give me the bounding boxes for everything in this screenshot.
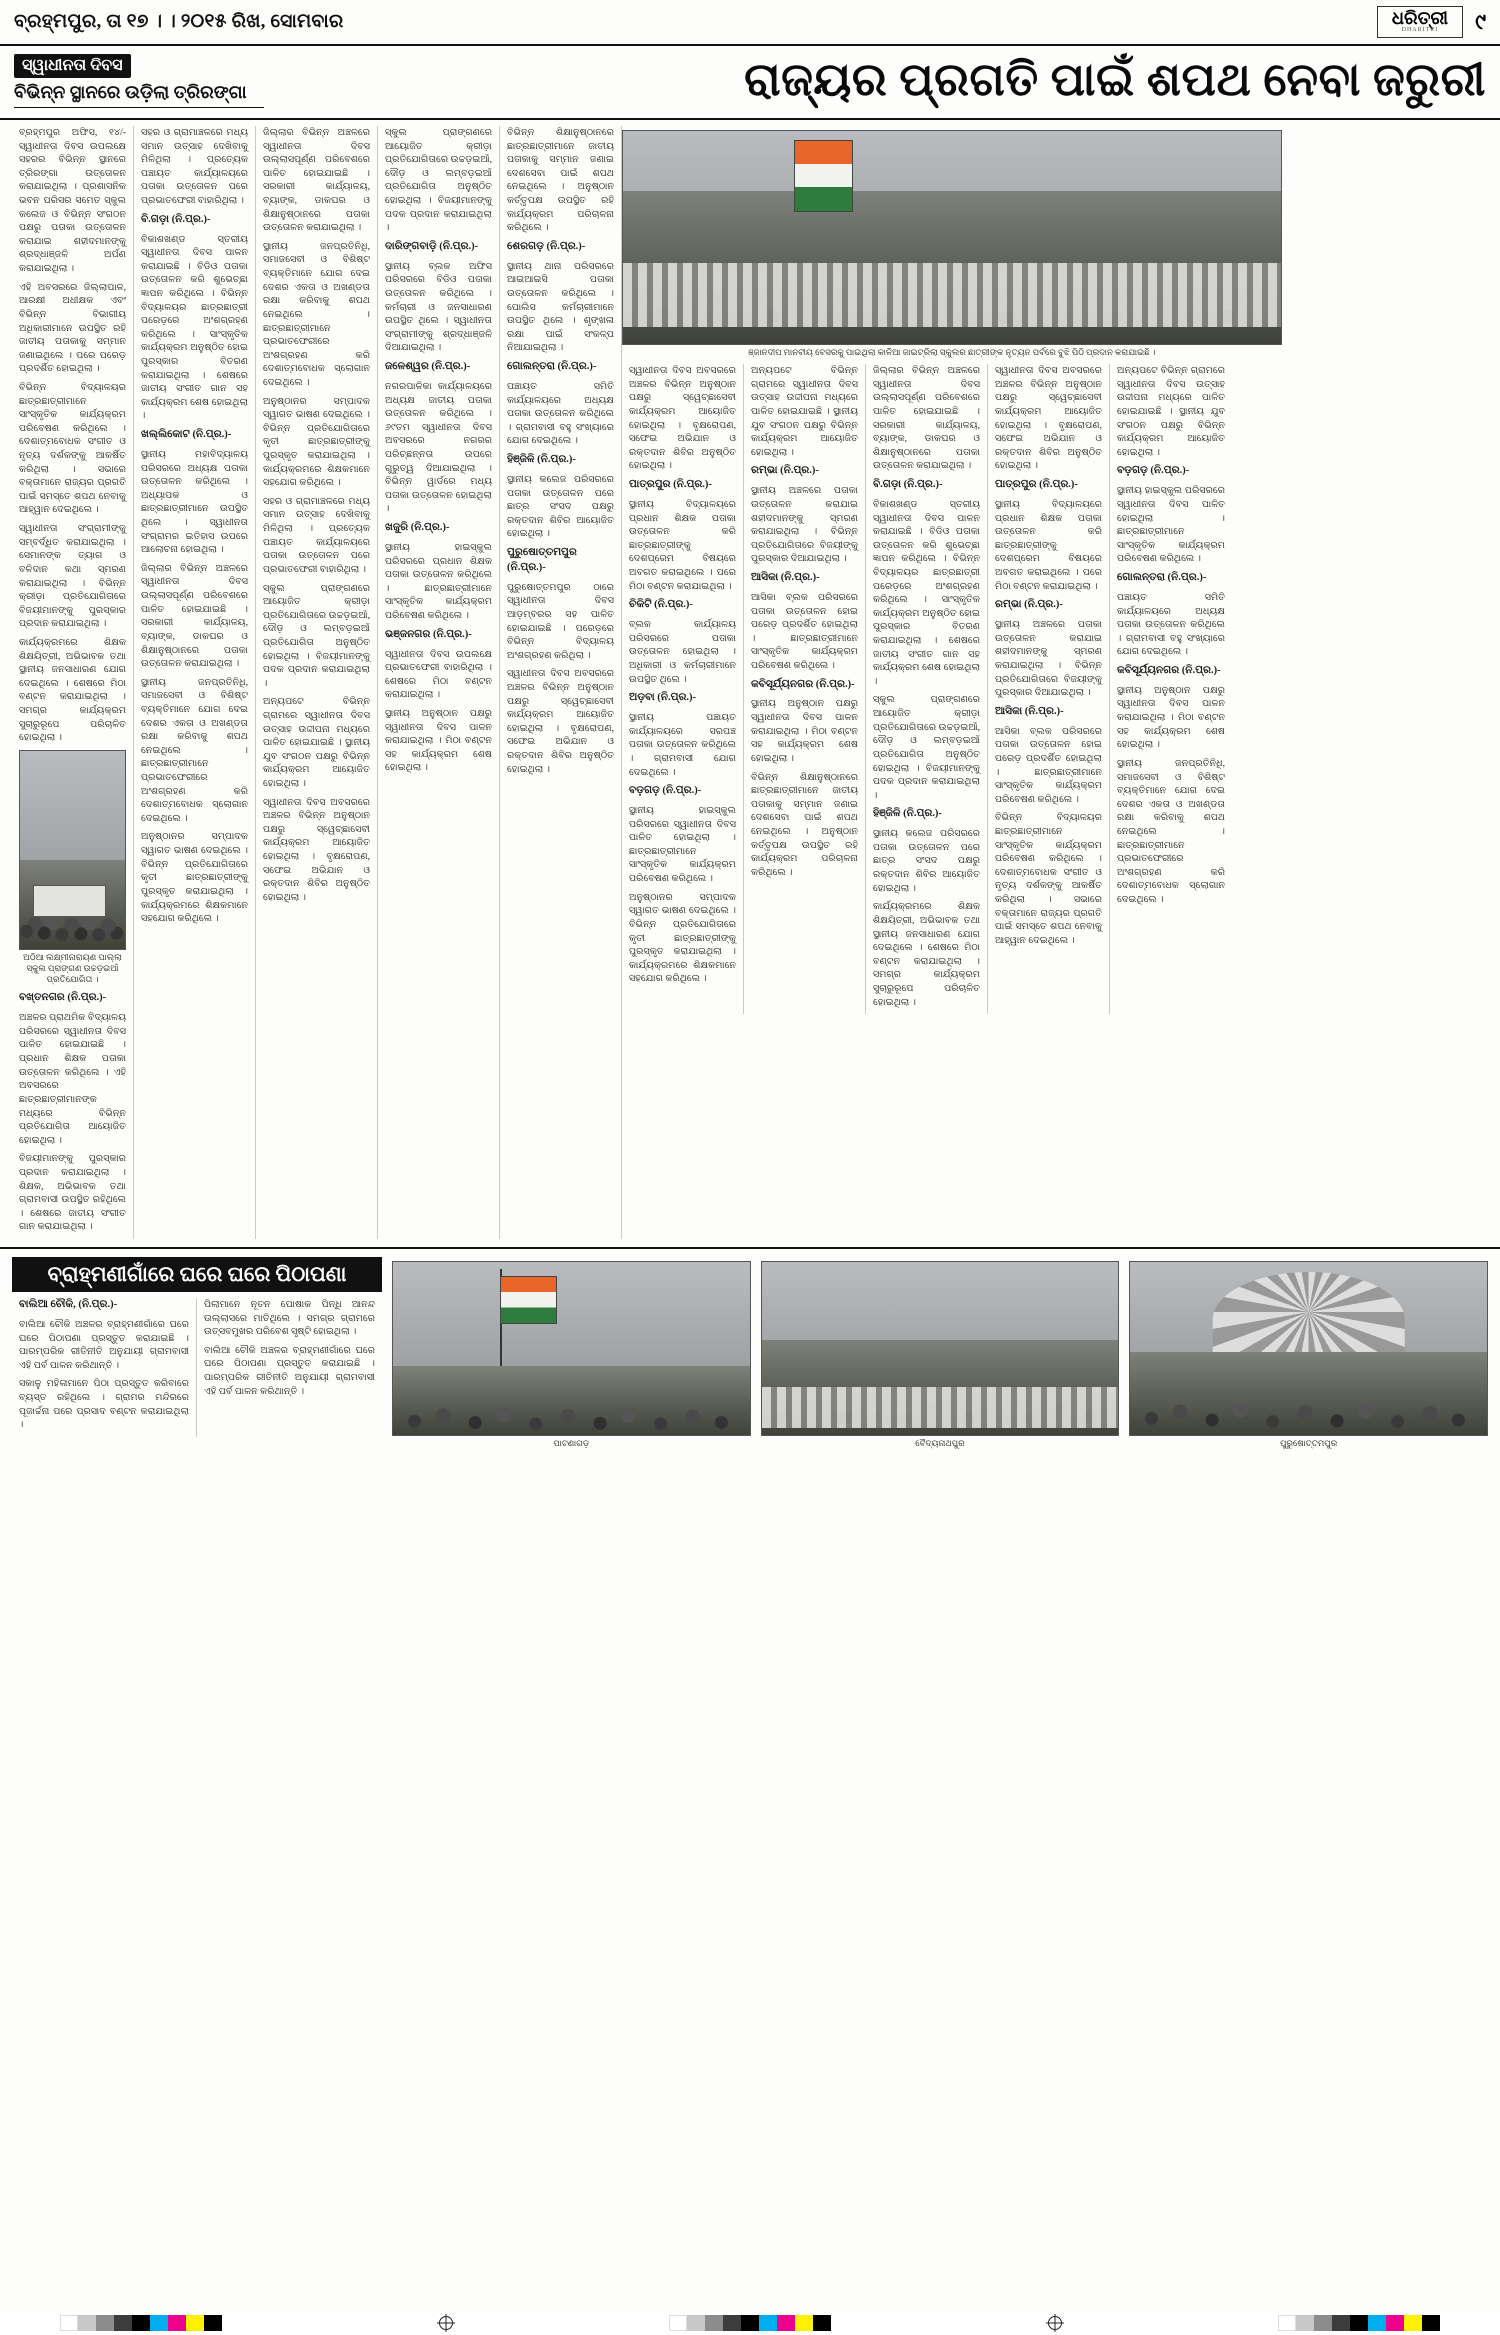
bottom-photo-row [392, 1257, 1488, 1455]
paragraph: ବିଭିନ୍ନ ବିଦ୍ୟାଳୟର ଛାତ୍ରଛାତ୍ରୀମାନେ ସାଂସ୍କୃତିକ କାର୍ଯ୍ୟକ୍ରମ ପରିବେଷଣ କରିଥିଲେ । ଦେଶାତ୍ମବୋଧକ ସଂଗୀତ ଓ ନୃତ୍ୟ ଦର୍ଶକଙ୍କୁ ଆକର୍ଷିତ କରିଥିଲା । ସଭାରେ ବକ୍ତାମାନେ ରାଜ୍ୟର ପ୍ରଗତି ପାଇଁ ସମସ୍ତେ ଶପଥ ନେବାକୁ ଆହ୍ୱାନ ଦେଇଥିଲେ । [995, 812, 1102, 946]
color-swatch [60, 2315, 78, 2331]
paragraph: ବାଲିଆ ଚୌକି ଅଞ୍ଚଳର ବ୍ରାହ୍ମଣୀଗାଁରେ ଘରେ ଘରେ ପିଠାପଣା ପ୍ରସ୍ତୁତ କରାଯାଇଛି । ପାରମ୍ପରିକ ରୀତିନୀତି ଅନୁଯାୟୀ ଗ୍ରାମବାସୀ ଏହି ପର୍ବ ପାଳନ କରିଥାନ୍ତି । [204, 1344, 375, 1397]
paragraph: ସ୍ଥାନୀୟ ଅନୁଷ୍ଠାନ ପକ୍ଷରୁ ସ୍ୱାଧୀନତା ଦିବସ ପାଳନ କରାଯାଇଥିଲା । ମିଠା ବଣ୍ଟନ ସହ କାର୍ଯ୍ୟକ୍ରମ ଶେଷ ହୋଇଥିଲା । [751, 698, 858, 764]
bottom-photo-2-wrap [761, 1257, 1120, 1455]
paragraph: ସ୍ୱାଧୀନତା ସଂଗ୍ରାମୀଙ୍କୁ ସମ୍ବର୍ଦ୍ଧିତ କରାଯାଇଥିଲା । ସେମାନଙ୍କ ତ୍ୟାଗ ଓ ବଳିଦାନ କଥା ସ୍ମରଣ କରାଯାଇଥିଲା । ବିଭିନ୍ନ କ୍ରୀଡ଼ା ପ୍ରତିଯୋଗିତାରେ ବିଜୟୀମାନଙ୍କୁ ପୁରସ୍କାର ପ୍ରଦାନ କରାଯାଇଥିଲା । [19, 523, 126, 630]
color-swatch [759, 2315, 777, 2331]
feature-article [12, 1257, 382, 1455]
paragraph: ଅନ୍ୟପଟେ ବିଭିନ୍ନ ଗ୍ରାମରେ ସ୍ୱାଧୀନତା ଦିବସ ଉତ୍ସାହ ଉଦ୍ଦୀପନା ମଧ୍ୟରେ ପାଳିତ ହୋଇଯାଇଛି । ସ୍ଥାନୀୟ ଯୁବ ସଂଗଠନ ପକ୍ଷରୁ ବିଭିନ୍ନ କାର୍ଯ୍ୟକ୍ରମ ଆୟୋଜିତ ହୋଇଥିଲା । [263, 696, 370, 790]
feature-columns [12, 1298, 382, 1437]
paragraph: ବିଭିନ୍ନ ଶିକ୍ଷାନୁଷ୍ଠାନରେ ଛାତ୍ରଛାତ୍ରୀମାନେ ଜାତୀୟ ପତାକାକୁ ସମ୍ମାନ ଜଣାଇ ଦେଶସେବା ପାଇଁ ଶପଥ ନେଇଥିଲେ । ଅନୁଷ୍ଠାନ କର୍ତ୍ତୃପକ୍ଷ ଉପସ୍ଥିତ ରହି କାର୍ଯ୍ୟକ୍ରମ ପରିଚାଳନା କରିଥିଲେ । [507, 127, 614, 234]
paragraph: ସ୍ଥାନୀୟ କଲେଜ ପରିସରରେ ପତାକା ଉତ୍ତୋଳନ ପରେ ଛାତ୍ର ସଂସଦ ପକ୍ଷରୁ ରକ୍ତଦାନ ଶିବିର ଆୟୋଜିତ ହୋଇଥିଲା । [507, 473, 614, 540]
paragraph [1117, 464, 1225, 479]
paragraph: ସ୍ଥାନୀୟ ବିଦ୍ୟାଳୟରେ ପ୍ରଧାନ ଶିକ୍ଷକ ପତାକା ଉତ୍ତୋଳନ କରି ଛାତ୍ରଛାତ୍ରୀଙ୍କୁ ଦେଶପ୍ରେମ ବିଷୟରେ ଅବଗତ କରାଇଥିଲେ । ପରେ ମିଠା ବଣ୍ଟନ କରାଯାଇଥିଲା । [995, 498, 1102, 592]
kicker-box [14, 52, 264, 108]
photo-caption: ପୁରୁଷୋତ୍ତମପୁର [1280, 1437, 1338, 1448]
main-headline: ରାଜ୍ୟର ପ୍ରଗତି ପାଇଁ ଶପଥ ନେବା ଜରୁରୀ [744, 53, 1486, 105]
paragraph [629, 691, 736, 706]
paragraph: ଜିଲ୍ଲାର ବିଭିନ୍ନ ଅଞ୍ଚଳରେ ସ୍ୱାଧୀନତା ଦିବସ ଉଲ୍ଲାସପୂର୍ଣ୍ଣ ପରିବେଶରେ ପାଳିତ ହୋଇଯାଇଛି । ସରକାରୀ କାର୍ଯ୍ୟାଳୟ, ବ୍ୟାଙ୍କ, ଡାକଘର ଓ ଶିକ୍ଷାନୁଷ୍ଠାନରେ ପତାକା ଉତ୍ତୋଳନ କରାଯାଇଥିଲା । [263, 127, 370, 234]
paragraph: ସ୍ଥାନୀୟ ଅଞ୍ଚଳରେ ପତାକା ଉତ୍ତୋଳନ କରାଯାଇ ଶହୀଦମାନଙ୍କୁ ସ୍ମରଣ କରାଯାଇଥିଲା । ବିଭିନ୍ନ ପ୍ରତିଯୋଗିତାରେ ବିଜୟୀଙ୍କୁ ପୁରସ୍କାର ଦିଆଯାଇଥିଲା । [751, 485, 858, 565]
paragraph: ଜିଲ୍ଲାର ବିଭିନ୍ନ ଅଞ୍ଚଳରେ ସ୍ୱାଧୀନତା ଦିବସ ଉଲ୍ଲାସପୂର୍ଣ୍ଣ ପରିବେଶରେ ପାଳିତ ହୋଇଯାଇଛି । ସରକାରୀ କାର୍ଯ୍ୟାଳୟ, ବ୍ୟାଙ୍କ, ଡାକଘର ଓ ଶିକ୍ଷାନୁଷ୍ଠାନରେ ପତାକା ଉତ୍ତୋଳନ କରାଯାଇଥିଲା । [141, 562, 248, 670]
paragraph: ସ୍ଥାନୀୟ ବ୍ଲକ ଅଫିସ ପରିସରରେ ବିଡିଓ ପତାକା ଉତ୍ତୋଳନ କରିଥିଲେ । କର୍ମଚାରୀ ଓ ଜନସାଧାରଣ ଉପସ୍ଥିତ ଥିଲେ । ସ୍ୱାଧୀନତା ସଂଗ୍ରାମୀଙ୍କୁ ଶ୍ରଦ୍ଧାଞ୍ଜଳି ଦିଆଯାଇଥିଲା । [385, 260, 492, 354]
color-swatch [96, 2315, 114, 2331]
paragraph: ଏହି ଅବସରରେ ଜିଲ୍ଲାପାଳ, ଆରକ୍ଷୀ ଅଧୀକ୍ଷକ ଏବଂ ବିଭିନ୍ନ ବିଭାଗୀୟ ଅଧିକାରୀମାନେ ଉପସ୍ଥିତ ରହି ଜାତୀୟ ପତାକାକୁ ସମ୍ମାନ ଜଣାଇଥିଲେ । ପରେ ପରେଡ଼ ପ୍ରଦର୍ଶିତ ହୋଇଥିଲା । [19, 281, 126, 375]
paragraph: ପିଲାମାନେ ନୂତନ ପୋଷାକ ପିନ୍ଧି ଆନନ୍ଦ ଉଲ୍ଲାସରେ ମାତିଥିଲେ । ସମଗ୍ର ଗ୍ରାମରେ ଉତ୍ସବମୁଖର ପରିବେଶ ସୃଷ୍ଟି ହୋଇଥିଲା । [204, 1298, 375, 1338]
photo-caption: ପାଟଣାଗଡ଼ [553, 1437, 590, 1448]
paragraph: ପୁରୁଷୋତ୍ତମପୁର ଠାରେ ସ୍ୱାଧୀନତା ଦିବସ ଆଡ଼ମ୍ବରର ସହ ପାଳିତ ହୋଇଯାଇଛି । ପରେଡ଼ରେ ବିଭିନ୍ନ ବିଦ୍ୟାଳୟ ଅଂଶଗ୍ରହଣ କରିଥିଲା । [507, 581, 614, 661]
color-swatch [1332, 2315, 1350, 2331]
article-column-10 [1110, 364, 1232, 1014]
dateline: ପାତ୍ରପୁର (ନି.ପ୍ର.)- [995, 479, 1078, 491]
feature-column-2 [197, 1298, 382, 1437]
kicker-subhead: ବିଭିନ୍ନ ସ୍ଥାନରେ ଉଡ଼ିଲା ତ୍ରିରଙ୍ଗା [14, 82, 264, 108]
feature-column-1 [12, 1298, 197, 1437]
high-jump-photo [19, 750, 126, 950]
masthead-right [1377, 6, 1486, 38]
dateline: ବି.ଗଡ଼ା (ନି.ପ୍ର.)- [141, 213, 211, 225]
publication-date: ବ୍ରହ୍ମପୁର, ତା ୧୭ । । ୨୦୧୫ ରିଖ, ସୋମବାର [14, 11, 344, 32]
swatch-group-right [1278, 2315, 1440, 2331]
dateline: ଜଳେଶ୍ୱର (ନି.ପ୍ର.)- [385, 361, 471, 373]
dateline: କବିସୂର୍ଯ୍ୟନଗର (ନି.ପ୍ର.)- [1117, 664, 1221, 676]
paragraph: ସ୍ଥାନୀୟ ମହାବିଦ୍ୟାଳୟ ପରିସରରେ ଅଧ୍ୟକ୍ଷ ପତାକା ଉତ୍ତୋଳନ କରିଥିଲେ । ଅଧ୍ୟାପକ ଓ ଛାତ୍ରଛାତ୍ରୀମାନେ ଉପସ୍ଥିତ ଥିଲେ । ସ୍ୱାଧୀନତା ସଂଗ୍ରାମର ଇତିହାସ ଉପରେ ଆଲୋଚନା ହୋଇଥିଲା । [141, 449, 248, 556]
paragraph: ସ୍ଥାନୀୟ ପଞ୍ଚାୟତ କାର୍ଯ୍ୟାଳୟରେ ସରପଞ୍ଚ ପତାକା ଉତ୍ତୋଳନ କରିଥିଲେ । ଗ୍ରାମବାସୀ ଯୋଗ ଦେଇଥିଲେ । [629, 712, 736, 778]
article-column-7 [744, 364, 866, 1014]
paragraph: ନଗରପାଳିକା କାର୍ଯ୍ୟାଳୟରେ ଅଧ୍ୟକ୍ଷ ଜାତୀୟ ପତାକା ଉତ୍ତୋଳନ କରିଥିଲେ । ୬୯ତମ ସ୍ୱାଧୀନତା ଦିବସ ଅବସରରେ ନଗରର ପରିଚ୍ଛନ୍ନତା ଉପରେ ଗୁରୁତ୍ୱ ଦିଆଯାଇଥିଲା । ବିଭିନ୍ନ ୱାର୍ଡରେ ମଧ୍ୟ ପତାକା ଉତ୍ତୋଳନ ହୋଇଥିଲା । [385, 380, 492, 515]
paragraph: ସ୍ୱାଧୀନତା ଦିବସ ଅବସରରେ ଅଞ୍ଚଳର ବିଭିନ୍ନ ଅନୁଷ୍ଠାନ ପକ୍ଷରୁ ସ୍ୱେଚ୍ଛାସେବୀ କାର୍ଯ୍ୟକ୍ରମ ଆୟୋଜିତ ହୋଇଥିଲା । ବୃକ୍ଷରୋପଣ, ସଫେଇ ଅଭିଯାନ ଓ ରକ୍ତଦାନ ଶିବିର ଅନୁଷ୍ଠିତ ହୋଇଥିଲା । [629, 365, 736, 472]
paragraph: ସ୍ଥାନୀୟ ଜନପ୍ରତିନିଧି, ସମାଜସେବୀ ଓ ବିଶିଷ୍ଟ ବ୍ୟକ୍ତିମାନେ ଯୋଗ ଦେଇ ଦେଶର ଏକତା ଓ ଅଖଣ୍ଡତା ରକ୍ଷା କରିବାକୁ ଶପଥ ନେଇଥିଲେ । ଛାତ୍ରଛାତ୍ରୀମାନେ ପ୍ରଭାତଫେରୀରେ ଅଂଶଗ୍ରହଣ କରି ଦେଶାତ୍ମବୋଧକ ସ୍ଲୋଗାନ ଦେଇଥିଲେ । [1117, 757, 1225, 905]
dateline: ଗୋଲନ୍ତରା (ନି.ପ୍ର.)- [507, 361, 597, 373]
dateline: ରମ୍ଭା (ନି.ପ୍ର.)- [751, 465, 819, 477]
article-column-6 [622, 364, 744, 1014]
registration-mark-right [1048, 2316, 1062, 2330]
color-swatch [1278, 2315, 1296, 2331]
color-swatch [777, 2315, 795, 2331]
paragraph: ଅନ୍ୟପଟେ ବିଭିନ୍ନ ଗ୍ରାମରେ ସ୍ୱାଧୀନତା ଦିବସ ଉତ୍ସାହ ଉଦ୍ଦୀପନା ମଧ୍ୟରେ ପାଳିତ ହୋଇଯାଇଛି । ସ୍ଥାନୀୟ ଯୁବ ସଂଗଠନ ପକ୍ଷରୁ ବିଭିନ୍ନ କାର୍ଯ୍ୟକ୍ରମ ଆୟୋଜିତ ହୋଇଥିଲା । [751, 365, 858, 458]
paragraph: ବିକାଶଖଣ୍ଡ ସ୍ତରୀୟ ସ୍ୱାଧୀନତା ଦିବସ ପାଳନ କରାଯାଇଛି । ବିଡିଓ ପତାକା ଉତ୍ତୋଳନ କରି ଶୁଭେଚ୍ଛା ଜ୍ଞାପନ କରିଥିଲେ । ବିଭିନ୍ନ ବିଦ୍ୟାଳୟର ଛାତ୍ରଛାତ୍ରୀ ପରେଡ଼ରେ ଅଂଶଗ୍ରହଣ କରିଥିଲେ । ସାଂସ୍କୃତିକ କାର୍ଯ୍ୟକ୍ରମ ଅନୁଷ୍ଠିତ ହୋଇ ପୁରସ୍କାର ବିତରଣ କରାଯାଇଥିଲା । ଶେଷରେ ଜାତୀୟ ସଂଗୀତ ଗାନ ସହ କାର୍ଯ୍ୟକ୍ରମ ଶେଷ ହୋଇଥିଲା । [873, 498, 980, 687]
paragraph [995, 705, 1102, 720]
paragraph: ସ୍ଥାନୀୟ ଅନୁଷ୍ଠାନ ପକ୍ଷରୁ ସ୍ୱାଧୀନତା ଦିବସ ପାଳନ କରାଯାଇଥିଲା । ମିଠା ବଣ୍ଟନ ସହ କାର୍ଯ୍ୟକ୍ରମ ଶେଷ ହୋଇଥିଲା । [385, 707, 492, 774]
paragraph [751, 464, 858, 479]
paragraph: ବ୍ଲକ କାର୍ଯ୍ୟାଳୟ ପରିସରରେ ପତାକା ଉତ୍ତୋଳନ ହୋଇଥିଲା । ଅଧିକାରୀ ଓ କର୍ମଚାରୀମାନେ ଉପସ୍ଥିତ ଥିଲେ । [629, 619, 736, 685]
paragraph [1117, 571, 1225, 586]
registration-mark-left [439, 2316, 453, 2330]
dateline: ଆସିକା (ନି.ପ୍ର.)- [751, 572, 820, 583]
paragraph [141, 428, 248, 443]
paragraph: ପଞ୍ଚାୟତ ସମିତି କାର୍ଯ୍ୟାଳୟରେ ଅଧ୍ୟକ୍ଷ ପତାକା ଉତ୍ତୋଳନ କରିଥିଲେ । ଗ୍ରାମବାସୀ ବହୁ ସଂଖ୍ୟାରେ ଯୋଗ ଦେଇଥିଲେ । [507, 380, 614, 447]
paragraph [385, 628, 492, 643]
article-column-5 [500, 126, 622, 1239]
paragraph: ସ୍ଥାନୀୟ କଲେଜ ପରିସରରେ ପତାକା ଉତ୍ତୋଳନ ପରେ ଛାତ୍ର ସଂସଦ ପକ୍ଷରୁ ରକ୍ତଦାନ ଶିବିର ଆୟୋଜିତ ହୋଇଥିଲା । [873, 828, 980, 894]
logo-title: ଧରିତ୍ରୀ [1391, 8, 1449, 28]
color-swatch [78, 2315, 96, 2331]
swatch-group-left [60, 2315, 222, 2331]
dateline: ଖଲ୍ଲିକୋଟ (ନି.ପ୍ର.)- [141, 429, 232, 441]
paragraph: ସ୍କୁଲ ପ୍ରାଙ୍ଗଣରେ ଆୟୋଜିତ କ୍ରୀଡ଼ା ପ୍ରତିଯୋଗିତାରେ ଉଚ୍ଚଡ଼ଇଆଁ, ଦୌଡ଼ ଓ ଲମ୍ବଡ଼ଇଆଁ ପ୍ରତିଯୋଗିତା ଅନୁଷ୍ଠିତ ହୋଇଥିଲା । ବିଜୟୀମାନଙ୍କୁ ପଦକ ପ୍ରଦାନ କରାଯାଇଥିଲା । [385, 127, 492, 234]
paragraph: ସକାଳୁ ମହିଳାମାନେ ପିଠା ପ୍ରସ୍ତୁତ କରିବାରେ ବ୍ୟସ୍ତ ରହିଥିଲେ । ଗ୍ରାମର ମନ୍ଦିରରେ ପୂଜାର୍ଚ୍ଚନା ପରେ ପ୍ରସାଦ ବଣ୍ଟନ କରାଯାଇଥିଲା । [19, 1378, 189, 1431]
article-grid [0, 120, 1500, 1239]
paragraph: ଅନୁଷ୍ଠାନର ସମ୍ପାଦକ ସ୍ୱାଗତ ଭାଷଣ ଦେଇଥିଲେ । ବିଭିନ୍ନ ପ୍ରତିଯୋଗିତାରେ କୃତୀ ଛାତ୍ରଛାତ୍ରୀଙ୍କୁ ପୁରସ୍କୃତ କରାଯାଇଥିଲା । କାର୍ଯ୍ୟକ୍ରମରେ ଶିକ୍ଷକମାନେ ସହଯୋଗ କରିଥିଲେ । [263, 395, 370, 489]
paragraph: ସ୍ଥାନୀୟ ଅଞ୍ଚଳରେ ପତାକା ଉତ୍ତୋଳନ କରାଯାଇ ଶହୀଦମାନଙ୍କୁ ସ୍ମରଣ କରାଯାଇଥିଲା । ବିଭିନ୍ନ ପ୍ରତିଯୋଗିତାରେ ବିଜୟୀଙ୍କୁ ପୁରସ୍କାର ଦିଆଯାଇଥିଲା । [995, 619, 1102, 699]
logo-subtitle: DHARITRI [1401, 27, 1439, 33]
photo-caption: ଅଠିଆ ଲକ୍ଷ୍ମୀନାରାୟଣ ପାଲ୍ଲା ସ୍କୁଲ ପ୍ରାଙ୍ଗଣ ଉଚ୍ଚଡ଼ଇଆଁ ପ୍ରତିଯୋଗିତା । [23, 951, 122, 985]
dateline: ଆସିକା (ନି.ପ୍ର.)- [995, 705, 1064, 717]
paragraph: ସ୍ୱାଧୀନତା ଦିବସ ଅବସରରେ ଅଞ୍ଚଳର ବିଭିନ୍ନ ଅନୁଷ୍ଠାନ ପକ୍ଷରୁ ସ୍ୱେଚ୍ଛାସେବୀ କାର୍ଯ୍ୟକ୍ରମ ଆୟୋଜିତ ହୋଇଥିଲା । ବୃକ୍ଷରୋପଣ, ସଫେଇ ଅଭିଯାନ ଓ ରକ୍ତଦାନ ଶିବିର ଅନୁଷ୍ଠିତ ହୋଇଥିଲା । [995, 365, 1102, 472]
paragraph: ସ୍ଥାନୀୟ ହାଇସ୍କୁଲ ପରିସରରେ ସ୍ୱାଧୀନତା ଦିବସ ପାଳିତ ହୋଇଥିଲା । ଛାତ୍ରଛାତ୍ରୀମାନେ ସାଂସ୍କୃତିକ କାର୍ଯ୍ୟକ୍ରମ ପରିବେଷଣ କରିଥିଲେ । [1117, 485, 1225, 565]
article-column-1 [12, 126, 134, 1239]
color-swatch [687, 2315, 705, 2331]
paragraph [507, 360, 614, 375]
paragraph [385, 240, 492, 255]
paragraph [873, 807, 980, 822]
swatch-group-mid [669, 2315, 831, 2331]
paragraph [995, 598, 1102, 613]
paragraph: ଅଞ୍ଚଳର ପ୍ରାଥମିକ ବିଦ୍ୟାଳୟ ପରିସରରେ ସ୍ୱାଧୀନତା ଦିବସ ପାଳିତ ହୋଇଯାଇଛି । ପ୍ରଧାନ ଶିକ୍ଷକ ପତାକା ଉତ୍ତୋଳନ କରିଥିଲେ । ଏହି ଅବସରରେ ଛାତ୍ରଛାତ୍ରୀମାନଙ୍କ ମଧ୍ୟରେ ବିଭିନ୍ନ ପ୍ରତିଯୋଗିତା ଆୟୋଜିତ ହୋଇଥିଲା । [19, 1012, 126, 1146]
color-swatch [1404, 2315, 1422, 2331]
dateline: ଶେରଗଡ଼ (ନି.ପ୍ର.)- [507, 240, 586, 252]
color-swatch [741, 2315, 759, 2331]
article-column-4 [378, 126, 500, 1239]
photo-caption: ଞ୍ଜାନଦୀପ ମାନବୀୟ ବେସରକୁ ପାଇଥିଲା କାଳିଆ ଜାଇଟ୍ରିଲା ସ୍କୁଲର ଛାତ୍ରୀଙ୍କ ନୃତ୍ୟନ ପର୍ବରେ ବୁଝି ପିଠି ପ୍ରଦାନ କରାଯାଇଛି । [748, 347, 1156, 357]
paragraph [873, 478, 980, 493]
paragraph: ସହର ଓ ଗ୍ରାମାଞ୍ଚଳରେ ମଧ୍ୟ ସମାନ ଉତ୍ସାହ ଦେଖିବାକୁ ମିଳିଥିଲା । ପ୍ରତ୍ୟେକ ପଞ୍ଚାୟତ କାର୍ଯ୍ୟାଳୟରେ ପତାକା ଉତ୍ତୋଳନ ପରେ ପ୍ରଭାତଫେରୀ ବାହାରିଥିଲା । [263, 495, 370, 575]
paragraph [385, 521, 492, 536]
color-swatch [1422, 2315, 1440, 2331]
paragraph: ସ୍ଥାନୀୟ ବିଦ୍ୟାଳୟରେ ପ୍ରଧାନ ଶିକ୍ଷକ ପତାକା ଉତ୍ତୋଳନ କରି ଛାତ୍ରଛାତ୍ରୀଙ୍କୁ ଦେଶପ୍ରେମ ବିଷୟରେ ଅବଗତ କରାଇଥିଲେ । ପରେ ମିଠା ବଣ୍ଟନ କରାଯାଇଥିଲା । [629, 498, 736, 592]
color-swatch [669, 2315, 687, 2331]
color-swatch [1296, 2315, 1314, 2331]
page-number: ୯ [1475, 9, 1486, 34]
color-swatch [1314, 2315, 1332, 2331]
dateline: ଖଜୁରି (ନି.ପ୍ର.)- [385, 522, 450, 534]
paragraph: ସ୍ଥାନୀୟ ଜନପ୍ରତିନିଧି, ସମାଜସେବୀ ଓ ବିଶିଷ୍ଟ ବ୍ୟକ୍ତିମାନେ ଯୋଗ ଦେଇ ଦେଶର ଏକତା ଓ ଅଖଣ୍ଡତା ରକ୍ଷା କରିବାକୁ ଶପଥ ନେଇଥିଲେ । ଛାତ୍ରଛାତ୍ରୀମାନେ ପ୍ରଭାତଫେରୀରେ ଅଂଶଗ୍ରହଣ କରି ଦେଶାତ୍ମବୋଧକ ସ୍ଲୋଗାନ ଦେଇଥିଲେ । [263, 240, 370, 388]
headline-band [0, 46, 1500, 120]
paragraph [629, 478, 736, 493]
paragraph [507, 240, 614, 255]
paragraph: ସ୍ଥାନୀୟ ହାଇସ୍କୁଲ ପରିସରରେ ପ୍ରଧାନ ଶିକ୍ଷକ ପତାକା ଉତ୍ତୋଳନ କରିଥିଲେ । ଛାତ୍ରଛାତ୍ରୀମାନେ ସାଂସ୍କୃତିକ କାର୍ଯ୍ୟକ୍ରମ ପରିବେଷଣ କରିଥିଲେ । [385, 541, 492, 621]
print-registration-bar [0, 2311, 1500, 2335]
paragraph: ସ୍ଥାନୀୟ ହାଇସ୍କୁଲ ପରିସରରେ ସ୍ୱାଧୀନତା ଦିବସ ପାଳିତ ହୋଇଥିଲା । ଛାତ୍ରଛାତ୍ରୀମାନେ ସାଂସ୍କୃତିକ କାର୍ଯ୍ୟକ୍ରମ ପରିବେଷଣ କରିଥିଲେ । [629, 805, 736, 885]
article-column-8 [866, 364, 988, 1014]
color-swatch [150, 2315, 168, 2331]
paragraph [19, 1298, 189, 1313]
color-swatch [1368, 2315, 1386, 2331]
paragraph: ଆସିକା ବ୍ଲକ ପରିସରରେ ପତାକା ଉତ୍ତୋଳନ ହୋଇ ପରେଡ଼ ପ୍ରଦର୍ଶିତ ହୋଇଥିଲା । ଛାତ୍ରଛାତ୍ରୀମାନେ ସାଂସ୍କୃତିକ କାର୍ଯ୍ୟକ୍ରମ ପରିବେଷଣ କରିଥିଲେ । [995, 725, 1102, 805]
paragraph [385, 360, 492, 375]
paragraph [507, 453, 614, 468]
paragraph: ସ୍ୱାଧୀନତା ଦିବସ ଅବସରରେ ଅଞ୍ଚଳର ବିଭିନ୍ନ ଅନୁଷ୍ଠାନ ପକ୍ଷରୁ ସ୍ୱେଚ୍ଛାସେବୀ କାର୍ଯ୍ୟକ୍ରମ ଆୟୋଜିତ ହୋଇଥିଲା । ବୃକ୍ଷରୋପଣ, ସଫେଇ ଅଭିଯାନ ଓ ରକ୍ତଦାନ ଶିବିର ଅନୁଷ୍ଠିତ ହୋଇଥିଲା । [263, 796, 370, 903]
article-column-3 [256, 126, 378, 1239]
paragraph [507, 546, 614, 576]
dignitaries-photo [761, 1261, 1120, 1436]
dateline: ବଡ଼ଗଡ଼ (ନି.ପ୍ର.)- [629, 785, 702, 797]
dateline: ପାତ୍ରପୁର (ନି.ପ୍ର.)- [629, 479, 712, 491]
paragraph [19, 991, 126, 1006]
dateline: ରମ୍ଭା (ନି.ପ୍ର.)- [995, 599, 1063, 611]
color-swatch [132, 2315, 150, 2331]
paragraph: ସ୍ୱାଧୀନତା ଦିବସ ଅବସରରେ ଅଞ୍ଚଳର ବିଭିନ୍ନ ଅନୁଷ୍ଠାନ ପକ୍ଷରୁ ସ୍ୱେଚ୍ଛାସେବୀ କାର୍ଯ୍ୟକ୍ରମ ଆୟୋଜିତ ହୋଇଥିଲା । ବୃକ୍ଷରୋପଣ, ସଫେଇ ଅଭିଯାନ ଓ ରକ୍ତଦାନ ଶିବିର ଅନୁଷ୍ଠିତ ହୋଇଥିଲା । [507, 668, 614, 775]
paragraph: ଜିଲ୍ଲାର ବିଭିନ୍ନ ଅଞ୍ଚଳରେ ସ୍ୱାଧୀନତା ଦିବସ ଉଲ୍ଲାସପୂର୍ଣ୍ଣ ପରିବେଶରେ ପାଳିତ ହୋଇଯାଇଛି । ସରକାରୀ କାର୍ଯ୍ୟାଳୟ, ବ୍ୟାଙ୍କ, ଡାକଘର ଓ ଶିକ୍ଷାନୁଷ୍ଠାନରେ ପତାକା ଉତ୍ତୋଳନ କରାଯାଇଥିଲା । [873, 365, 980, 472]
paragraph [629, 784, 736, 799]
paragraph [1117, 664, 1225, 679]
color-swatch [186, 2315, 204, 2331]
color-swatch [114, 2315, 132, 2331]
paragraph: କାର୍ଯ୍ୟକ୍ରମରେ ଶିକ୍ଷକ ଶିକ୍ଷୟିତ୍ରୀ, ଅଭିଭାବକ ତଥା ସ୍ଥାନୀୟ ଜନସାଧାରଣ ଯୋଗ ଦେଇଥିଲେ । ଶେଷରେ ମିଠା ବଣ୍ଟନ କରାଯାଇଥିଲା । ସମଗ୍ର କାର୍ଯ୍ୟକ୍ରମ ସୁଚାରୁରୂପେ ପରିଚାଳିତ ହୋଇଥିଲା । [19, 636, 126, 744]
article-column-9 [988, 364, 1110, 1014]
paragraph: ସ୍ଥାନୀୟ ଥାନା ପରିସରରେ ଆଇଆଇସି ପତାକା ଉତ୍ତୋଳନ କରିଥିଲେ । ପୋଲିସ କର୍ମଚାରୀମାନେ ଉପସ୍ଥିତ ଥିଲେ । ଶୃଙ୍ଖଳା ରକ୍ଷା ପାଇଁ ସଂକଳ୍ପ ନିଆଯାଇଥିଲା । [507, 260, 614, 354]
paragraph: ଆସିକା ବ୍ଲକ ପରିସରରେ ପତାକା ଉତ୍ତୋଳନ ହୋଇ ପରେଡ଼ ପ୍ରଦର୍ଶିତ ହୋଇଥିଲା । ଛାତ୍ରଛାତ୍ରୀମାନେ ସାଂସ୍କୃତିକ କାର୍ଯ୍ୟକ୍ରମ ପରିବେଷଣ କରିଥିଲେ । [751, 591, 858, 671]
color-swatch [813, 2315, 831, 2331]
dateline: ବଖ୍ତନଗର (ନି.ପ୍ର.)- [19, 992, 107, 1004]
kicker-label: ସ୍ୱାଧୀନତା ଦିବସ [14, 54, 131, 78]
paragraph [141, 213, 248, 228]
paragraph [629, 598, 736, 613]
dateline: ଅଡ଼ବା (ନି.ପ୍ର.)- [629, 692, 697, 704]
right-section [622, 126, 1282, 1239]
color-swatch [168, 2315, 186, 2331]
paragraph: ବିଭିନ୍ନ ଶିକ୍ଷାନୁଷ୍ଠାନରେ ଛାତ୍ରଛାତ୍ରୀମାନେ ଜାତୀୟ ପତାକାକୁ ସମ୍ମାନ ଜଣାଇ ଦେଶସେବା ପାଇଁ ଶପଥ ନେଇଥିଲେ । ଅନୁଷ୍ଠାନ କର୍ତ୍ତୃପକ୍ଷ ଉପସ୍ଥିତ ରହି କାର୍ଯ୍ୟକ୍ରମ ପରିଚାଳନା କରିଥିଲେ । [751, 771, 858, 878]
paragraph: ବିଭିନ୍ନ ବିଦ୍ୟାଳୟର ଛାତ୍ରଛାତ୍ରୀମାନେ ସାଂସ୍କୃତିକ କାର୍ଯ୍ୟକ୍ରମ ପରିବେଷଣ କରିଥିଲେ । ଦେଶାତ୍ମବୋଧକ ସଂଗୀତ ଓ ନୃତ୍ୟ ଦର୍ଶକଙ୍କୁ ଆକର୍ଷିତ କରିଥିଲା । ସଭାରେ ବକ୍ତାମାନେ ରାଜ୍ୟର ପ୍ରଗତି ପାଇଁ ସମସ୍ତେ ଶପଥ ନେବାକୁ ଆହ୍ୱାନ ଦେଇଥିଲେ । [19, 381, 126, 516]
paragraph [995, 478, 1102, 493]
dateline: ବାଲିଆ ଚୌକି, (ନି.ପ୍ର.)- [19, 1298, 118, 1310]
color-swatch [204, 2315, 222, 2331]
dateline: ପୁରୁଷୋତ୍ତମପୁର (ନି.ପ୍ର.)- [507, 546, 577, 573]
bottom-feature-band [0, 1247, 1500, 1459]
dateline: ହିଞ୍ଜିଳି (ନି.ପ୍ର.)- [873, 808, 942, 820]
dateline: ବଡ଼ଗଡ଼ (ନି.ପ୍ର.)- [1117, 465, 1190, 477]
bottom-photo-3-wrap [1129, 1257, 1488, 1455]
paragraph: ସହର ଓ ଗ୍ରାମାଞ୍ଚଳରେ ମଧ୍ୟ ସମାନ ଉତ୍ସାହ ଦେଖିବାକୁ ମିଳିଥିଲା । ପ୍ରତ୍ୟେକ ପଞ୍ଚାୟତ କାର୍ଯ୍ୟାଳୟରେ ପତାକା ଉତ୍ତୋଳନ ପରେ ପ୍ରଭାତଫେରୀ ବାହାରିଥିଲା । [141, 127, 248, 207]
paragraph: ସ୍ୱାଧୀନତା ଦିବସ ଉପଲକ୍ଷେ ପ୍ରଭାତଫେରୀ ବାହାରିଥିଲା । ଶେଷରେ ମିଠା ବଣ୍ଟନ କରାଯାଇଥିଲା । [385, 648, 492, 701]
paragraph: କାର୍ଯ୍ୟକ୍ରମରେ ଶିକ୍ଷକ ଶିକ୍ଷୟିତ୍ରୀ, ଅଭିଭାବକ ତଥା ସ୍ଥାନୀୟ ଜନସାଧାରଣ ଯୋଗ ଦେଇଥିଲେ । ଶେଷରେ ମିଠା ବଣ୍ଟନ କରାଯାଇଥିଲା । ସମଗ୍ର କାର୍ଯ୍ୟକ୍ରମ ସୁଚାରୁରୂପେ ପରିଚାଳିତ ହୋଇଥିଲା । [873, 901, 980, 1008]
paragraph: ଅନ୍ୟପଟେ ବିଭିନ୍ନ ଗ୍ରାମରେ ସ୍ୱାଧୀନତା ଦିବସ ଉତ୍ସାହ ଉଦ୍ଦୀପନା ମଧ୍ୟରେ ପାଳିତ ହୋଇଯାଇଛି । ସ୍ଥାନୀୟ ଯୁବ ସଂଗଠନ ପକ୍ଷରୁ ବିଭିନ୍ନ କାର୍ଯ୍ୟକ୍ରମ ଆୟୋଜିତ ହୋଇଥିଲା । [1117, 365, 1225, 458]
students-group-photo [622, 130, 1282, 345]
paragraph: ବିଜୟୀମାନଙ୍କୁ ପୁରସ୍କାର ପ୍ରଦାନ କରାଯାଇଥିଲା । ଶିକ୍ଷକ, ଅଭିଭାବକ ତଥା ଗ୍ରାମବାସୀ ଉପସ୍ଥିତ ରହିଥିଲେ । ଶେଷରେ ଜାତୀୟ ସଂଗୀତ ଗାନ କରାଯାଇଥିଲା । [19, 1153, 126, 1233]
color-swatch [795, 2315, 813, 2331]
parade-photo [1129, 1261, 1488, 1436]
article-column-2 [134, 126, 256, 1239]
flag-hoisting-photo [392, 1261, 751, 1436]
color-swatch [705, 2315, 723, 2331]
color-swatch [1350, 2315, 1368, 2331]
paragraph: ବାଲିଆ ଚୌକି ଅଞ୍ଚଳର ବ୍ରାହ୍ମଣୀଗାଁରେ ଘରେ ଘରେ ପିଠାପଣା ପ୍ରସ୍ତୁତ କରାଯାଇଛି । ପାରମ୍ପରିକ ରୀତିନୀତି ଅନୁଯାୟୀ ଗ୍ରାମବାସୀ ଏହି ପର୍ବ ପାଳନ କରିଥାନ୍ତି । [19, 1318, 189, 1371]
dateline: ହିଞ୍ଜିଳି (ନି.ପ୍ର.)- [507, 454, 576, 465]
paragraph: ଅନୁଷ୍ଠାନର ସମ୍ପାଦକ ସ୍ୱାଗତ ଭାଷଣ ଦେଇଥିଲେ । ବିଭିନ୍ନ ପ୍ରତିଯୋଗିତାରେ କୃତୀ ଛାତ୍ରଛାତ୍ରୀଙ୍କୁ ପୁରସ୍କୃତ କରାଯାଇଥିଲା । କାର୍ଯ୍ୟକ୍ରମରେ ଶିକ୍ଷକମାନେ ସହଯୋଗ କରିଥିଲେ । [629, 891, 736, 985]
color-swatch [723, 2315, 741, 2331]
paragraph: ଅନୁଷ୍ଠାନର ସମ୍ପାଦକ ସ୍ୱାଗତ ଭାଷଣ ଦେଇଥିଲେ । ବିଭିନ୍ନ ପ୍ରତିଯୋଗିତାରେ କୃତୀ ଛାତ୍ରଛାତ୍ରୀଙ୍କୁ ପୁରସ୍କୃତ କରାଯାଇଥିଲା । କାର୍ଯ୍ୟକ୍ରମରେ ଶିକ୍ଷକମାନେ ସହଯୋଗ କରିଥିଲେ । [141, 831, 248, 925]
paragraph: ସ୍କୁଲ ପ୍ରାଙ୍ଗଣରେ ଆୟୋଜିତ କ୍ରୀଡ଼ା ପ୍ରତିଯୋଗିତାରେ ଉଚ୍ଚଡ଼ଇଆଁ, ଦୌଡ଼ ଓ ଲମ୍ବଡ଼ଇଆଁ ପ୍ରତିଯୋଗିତା ଅନୁଷ୍ଠିତ ହୋଇଥିଲା । ବିଜୟୀମାନଙ୍କୁ ପଦକ ପ୍ରଦାନ କରାଯାଇଥିଲା । [263, 582, 370, 689]
paragraph: ବ୍ରହ୍ମପୁର ଅଫିସ, ୧୪/- ସ୍ୱାଧୀନତା ଦିବସ ଉପଲକ୍ଷେ ସହରର ବିଭିନ୍ନ ସ୍ଥାନରେ ତ୍ରିରଙ୍ଗା ଉତ୍ତୋଳନ କରାଯାଇଥିଲା । ପ୍ରଶାସନିକ ଭବନ ପରିସର ସମେତ ସ୍କୁଲ କଲେଜ ଓ ବିଭିନ୍ନ ସଂଗଠନ ପକ୍ଷରୁ ପତାକା ଉତ୍ତୋଳନ କରାଯାଇ ଶହୀଦମାନଙ୍କୁ ଶ୍ରଦ୍ଧାଞ୍ଜଳି ଅର୍ପଣ କରାଯାଇଥିଲା । [19, 127, 126, 275]
newspaper-logo [1377, 6, 1463, 38]
dateline: ବି.ଗଡ଼ା (ନି.ପ୍ର.)- [873, 479, 943, 491]
paragraph [751, 571, 858, 586]
paragraph: ସ୍ଥାନୀୟ ଅନୁଷ୍ଠାନ ପକ୍ଷରୁ ସ୍ୱାଧୀନତା ଦିବସ ପାଳନ କରାଯାଇଥିଲା । ମିଠା ବଣ୍ଟନ ସହ କାର୍ଯ୍ୟକ୍ରମ ଶେଷ ହୋଇଥିଲା । [1117, 684, 1225, 751]
dateline: ଭଞ୍ଜନଗର (ନି.ପ୍ର.)- [385, 628, 472, 640]
dateline: ଦାରିଙ୍ଗବାଡ଼ି (ନି.ପ୍ର.)- [385, 240, 479, 252]
masthead [0, 0, 1500, 46]
color-swatch [1386, 2315, 1404, 2331]
dateline: ଚିକିଟି (ନି.ପ୍ର.)- [629, 599, 693, 611]
paragraph [751, 678, 858, 693]
paragraph: ସ୍କୁଲ ପ୍ରାଙ୍ଗଣରେ ଆୟୋଜିତ କ୍ରୀଡ଼ା ପ୍ରତିଯୋଗିତାରେ ଉଚ୍ଚଡ଼ଇଆଁ, ଦୌଡ଼ ଓ ଲମ୍ବଡ଼ଇଆଁ ପ୍ରତିଯୋଗିତା ଅନୁଷ୍ଠିତ ହୋଇଥିଲା । ବିଜୟୀମାନଙ୍କୁ ପଦକ ପ୍ରଦାନ କରାଯାଇଥିଲା । [873, 694, 980, 801]
photo-caption: ବୈଦ୍ୟନାଥପୁର [915, 1437, 965, 1448]
bottom-photo-1-wrap [392, 1257, 751, 1455]
paragraph: ବିକାଶଖଣ୍ଡ ସ୍ତରୀୟ ସ୍ୱାଧୀନତା ଦିବସ ପାଳନ କରାଯାଇଛି । ବିଡିଓ ପତାକା ଉତ୍ତୋଳନ କରି ଶୁଭେଚ୍ଛା ଜ୍ଞାପନ କରିଥିଲେ । ବିଭିନ୍ନ ବିଦ୍ୟାଳୟର ଛାତ୍ରଛାତ୍ରୀ ପରେଡ଼ରେ ଅଂଶଗ୍ରହଣ କରିଥିଲେ । ସାଂସ୍କୃତିକ କାର୍ଯ୍ୟକ୍ରମ ଅନୁଷ୍ଠିତ ହୋଇ ପୁରସ୍କାର ବିତରଣ କରାଯାଇଥିଲା । ଶେଷରେ ଜାତୀୟ ସଂଗୀତ ଗାନ ସହ କାର୍ଯ୍ୟକ୍ରମ ଶେଷ ହୋଇଥିଲା । [141, 233, 248, 422]
dateline: କବିସୂର୍ଯ୍ୟନଗର (ନି.ପ୍ର.)- [751, 678, 855, 690]
paragraph: ପଞ୍ଚାୟତ ସମିତି କାର୍ଯ୍ୟାଳୟରେ ଅଧ୍ୟକ୍ଷ ପତାକା ଉତ୍ତୋଳନ କରିଥିଲେ । ଗ୍ରାମବାସୀ ବହୁ ସଂଖ୍ୟାରେ ଯୋଗ ଦେଇଥିଲେ । [1117, 591, 1225, 658]
feature-headline: ବ୍ରାହ୍ମଣୀଗାଁରେ ଘରେ ଘରେ ପିଠାପଣା [12, 1257, 382, 1292]
paragraph: ସ୍ଥାନୀୟ ଜନପ୍ରତିନିଧି, ସମାଜସେବୀ ଓ ବିଶିଷ୍ଟ ବ୍ୟକ୍ତିମାନେ ଯୋଗ ଦେଇ ଦେଶର ଏକତା ଓ ଅଖଣ୍ଡତା ରକ୍ଷା କରିବାକୁ ଶପଥ ନେଇଥିଲେ । ଛାତ୍ରଛାତ୍ରୀମାନେ ପ୍ରଭାତଫେରୀରେ ଅଂଶଗ୍ରହଣ କରି ଦେଶାତ୍ମବୋଧକ ସ୍ଲୋଗାନ ଦେଇଥିଲେ । [141, 676, 248, 824]
dateline: ଗୋଲନ୍ତରା (ନି.ପ୍ର.)- [1117, 572, 1207, 583]
